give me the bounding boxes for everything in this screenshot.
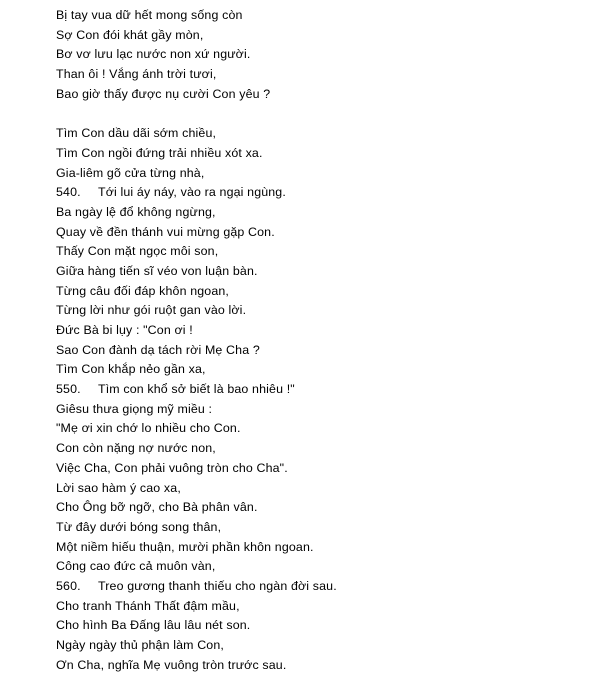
verse-line: Thấy Con mặt ngọc môi son,: [56, 244, 219, 259]
verse-line: Từng câu đối đáp khôn ngoan,: [56, 283, 230, 298]
stanza-break: [56, 104, 576, 124]
verse-line: Công cao đức cả muôn vàn,: [56, 559, 216, 574]
verse-line: Tìm Con dầu dãi sớm chiều,: [56, 126, 217, 141]
verse-line: Từ đây dưới bóng song thân,: [56, 519, 222, 534]
verse-line: Một niềm hiếu thuận, mười phần khôn ngoan.: [56, 539, 314, 554]
verse-line: Bao giờ thấy được nụ cười Con yêu ?: [56, 86, 271, 101]
verse-line: Con còn nặng nợ nước non,: [56, 441, 216, 456]
verse-line: Giữa hàng tiến sĩ véo von luận bàn.: [56, 263, 258, 278]
verse-line: Cho hình Ba Đấng lâu lâu nét son.: [56, 618, 251, 633]
line-number: 560.: [56, 578, 81, 593]
verse-line: Cho Ông bỡ ngỡ, cho Bà phân vân.: [56, 500, 258, 515]
verse-line: Bị tay vua dữ hết mong sống còn: [56, 8, 243, 22]
verse-line: Việc Cha, Con phải vuông tròn cho Cha".: [56, 460, 288, 475]
verse-line: Giêsu thưa giọng mỹ miều :: [56, 401, 213, 416]
verse-line: Đức Bà bi lụy : "Con ơi !: [56, 323, 193, 337]
verse-line: Ngày ngày thủ phận làm Con,: [56, 638, 224, 652]
verse-line: Từng lời như gói ruột gan vào lời.: [56, 303, 247, 318]
verse-line-numbered: [56, 577, 576, 597]
line-number: 550.: [56, 382, 81, 397]
verse-line: Quay về đền thánh vui mừng gặp Con.: [56, 224, 275, 239]
verse-text: Tới lui áy náy, vào ra ngại ngùng.: [98, 185, 286, 200]
verse-line: Tìm Con ngồi đứng trải nhiều xót xa.: [56, 145, 263, 160]
verse-text: Tìm con khổ sở biết là bao nhiêu !": [98, 382, 295, 397]
verse-line: Tìm Con khắp nẻo gần xa,: [56, 362, 206, 377]
line-number: 540.: [56, 185, 81, 200]
verse-line: Bơ vơ lưu lạc nước non xứ người.: [56, 47, 251, 62]
verse-line: Sao Con đành dạ tách rời Mẹ Cha ?: [56, 342, 260, 357]
verse-line: Lời sao hàm ý cao xa,: [56, 480, 181, 495]
poem-page: [56, 6, 576, 675]
verse-line: Sợ Con đói khát gầy mòn,: [56, 27, 204, 42]
verse-line: Than ôi ! Vắng ánh trời tươi,: [56, 67, 217, 82]
verse-text: Treo gương thanh thiếu cho ngàn đời sau.: [98, 578, 337, 593]
verse-line: Ba ngày lệ đổ không ngừng,: [56, 204, 216, 219]
verse-line: "Mẹ ơi xin chớ lo nhiều cho Con.: [56, 421, 241, 436]
verse-line: Gia-liêm gõ cửa từng nhà,: [56, 165, 205, 180]
verse-line: Cho tranh Thánh Thất đậm mầu,: [56, 598, 240, 613]
verse-line: Ơn Cha, nghĩa Mẹ vuông tròn trước sau.: [56, 657, 287, 672]
verse-line-numbered: [56, 380, 576, 400]
verse-line-numbered: [56, 183, 576, 203]
